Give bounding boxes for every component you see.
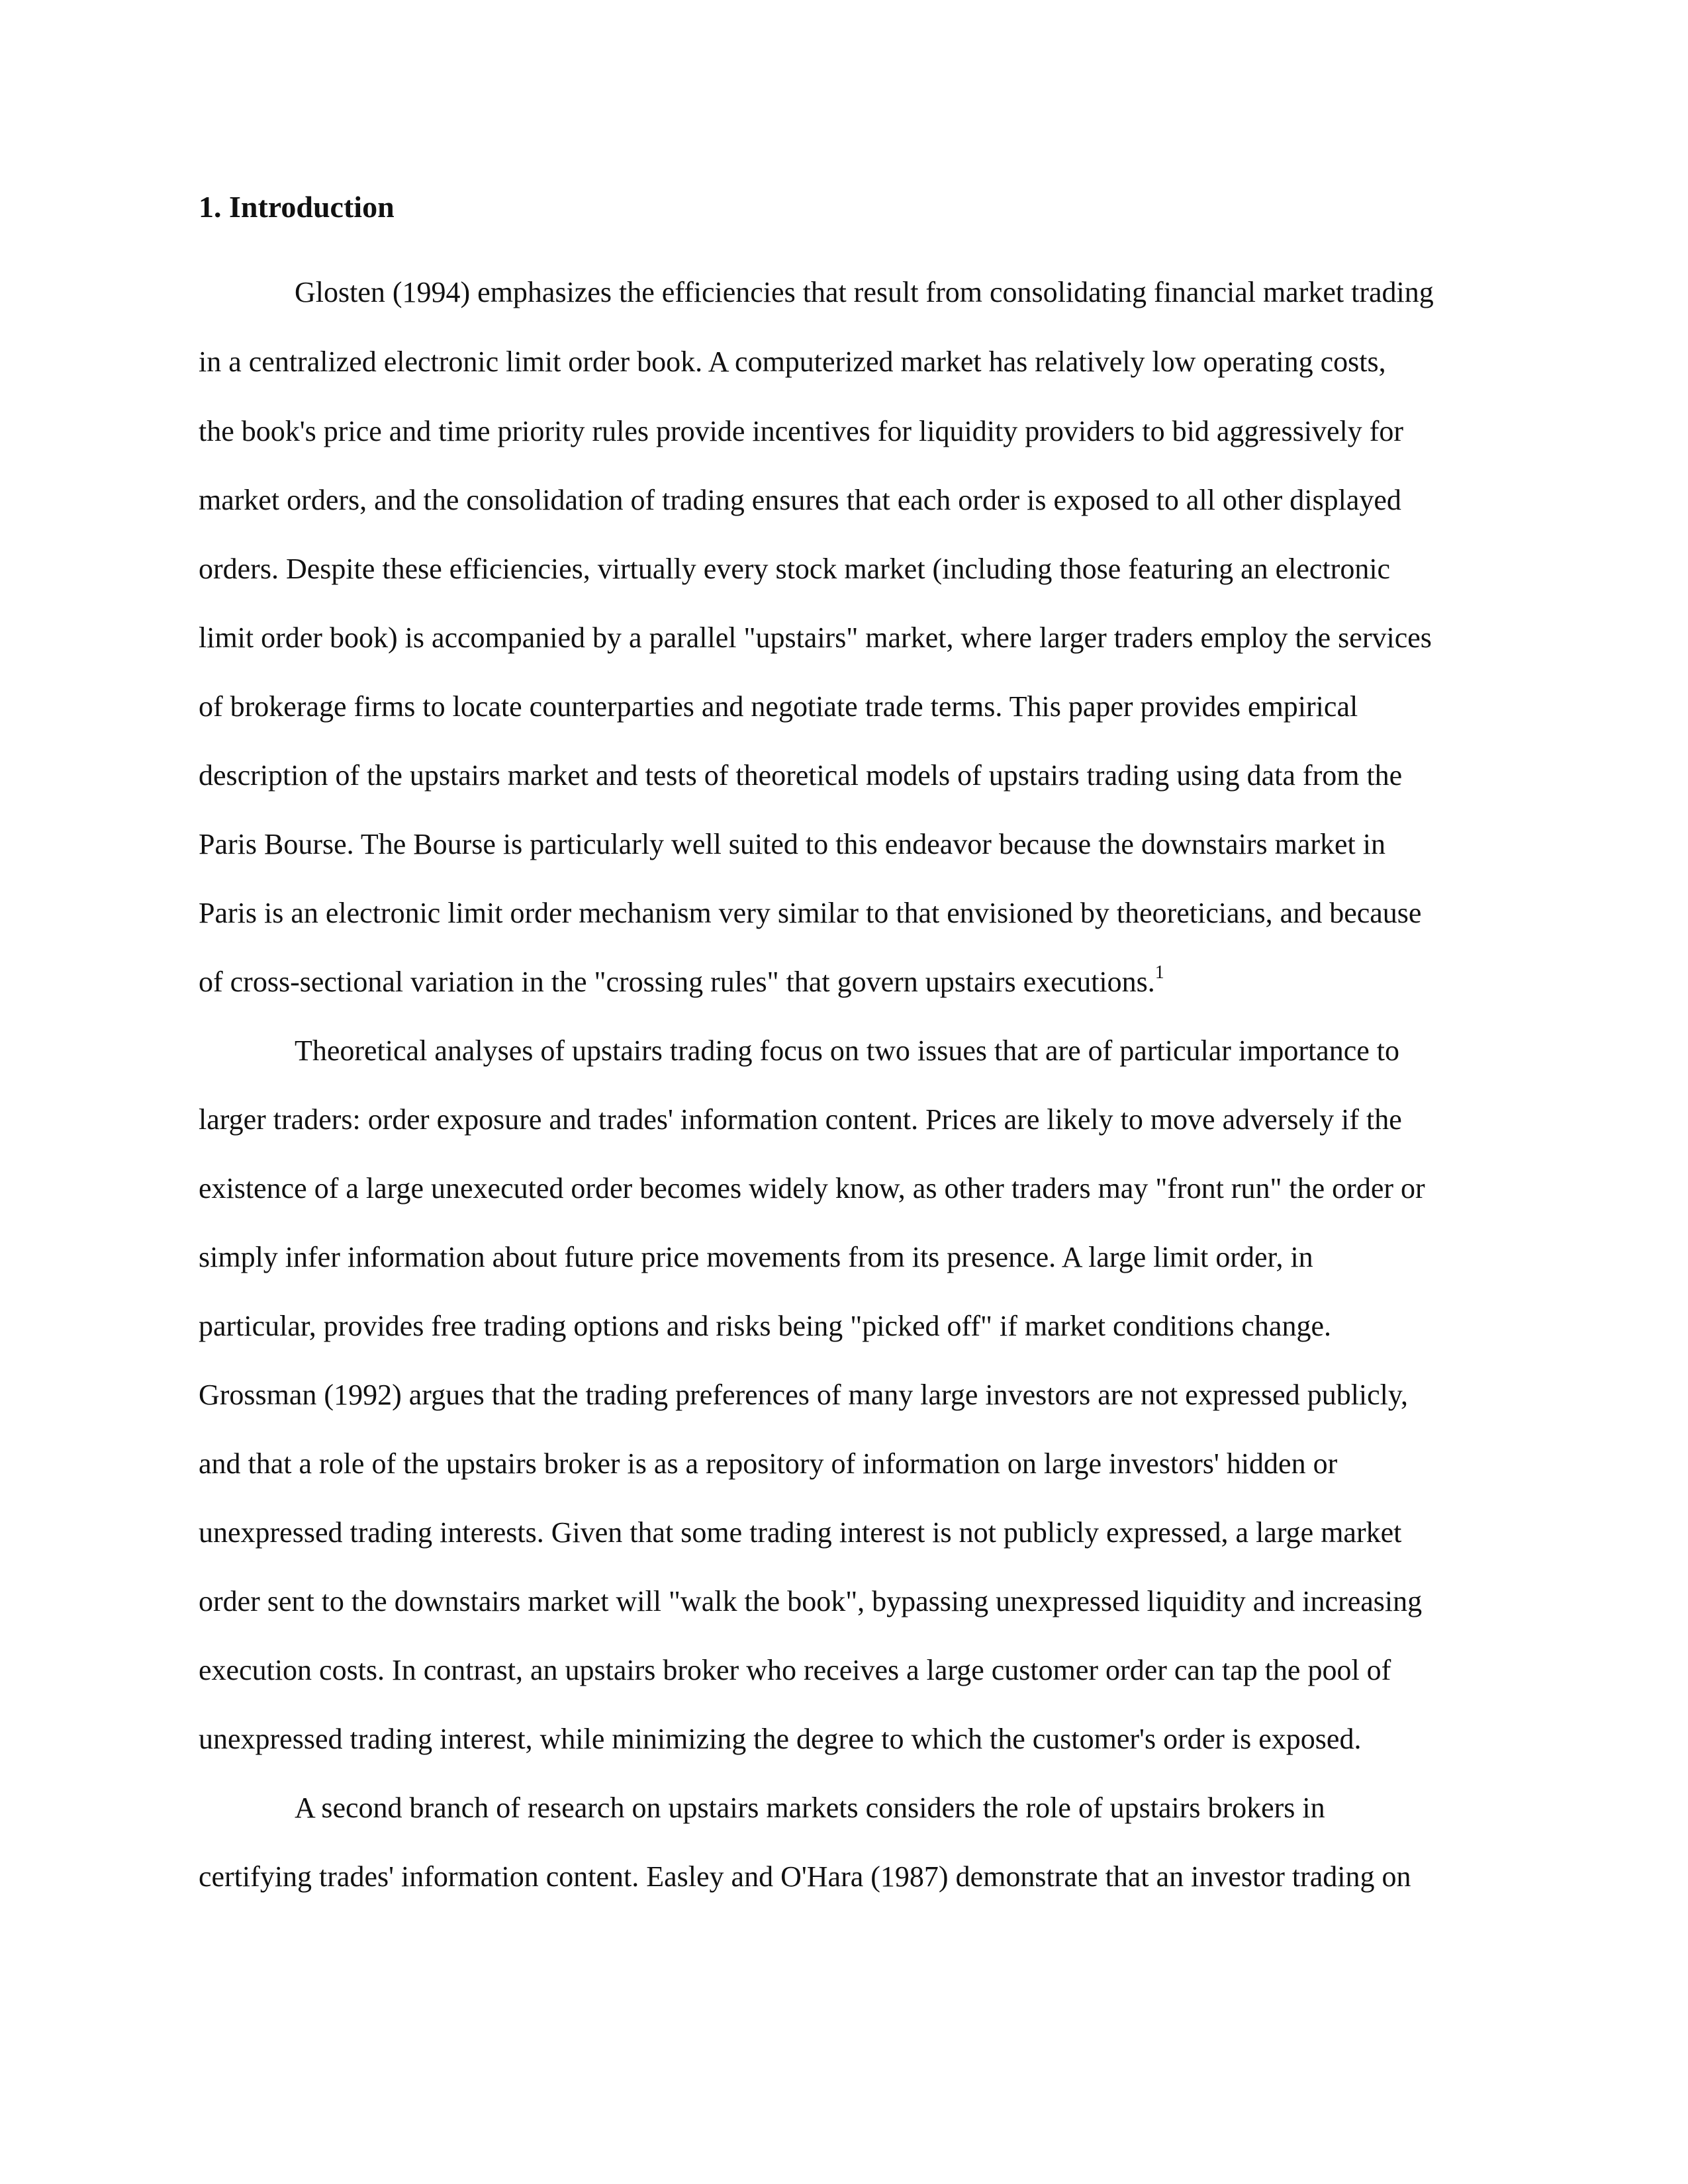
body-line: Glosten (1994) emphasizes the efficiencies that result from consolidating financial market trading	[295, 276, 1434, 308]
body-line: orders. Despite these efficiencies, virtually every stock market (including those featuring an electronic	[199, 553, 1391, 585]
footnote-marker: 1	[1154, 962, 1164, 983]
body-line: unexpressed trading interests. Given that some trading interest is not publicly expressed, a large market	[199, 1516, 1402, 1549]
section-heading: 1. Introduction	[199, 190, 395, 224]
body-line: certifying trades' information content. Easley and O'Hara (1987) demonstrate that an investor trading on	[199, 1860, 1411, 1893]
body-line: limit order book) is accompanied by a parallel "upstairs" market, where larger traders employ the services	[199, 621, 1432, 654]
body-line: larger traders: order exposure and trades' information content. Prices are likely to move adversely if the	[199, 1103, 1402, 1136]
body-line-with-footnote	[199, 962, 1164, 998]
body-line: market orders, and the consolidation of trading ensures that each order is exposed to all other displayed	[199, 484, 1401, 516]
body-line: the book's price and time priority rules provide incentives for liquidity providers to bid aggressively for	[199, 415, 1404, 447]
body-line: Paris Bourse. The Bourse is particularly well suited to this endeavor because the downstairs market in	[199, 828, 1385, 860]
body-line: order sent to the downstairs market will "walk the book", bypassing unexpressed liquidity and increasing	[199, 1585, 1423, 1617]
body-line: simply infer information about future price movements from its presence. A large limit order, in	[199, 1241, 1313, 1273]
body-line: Paris is an electronic limit order mechanism very similar to that envisioned by theoreticians, and because	[199, 897, 1422, 929]
body-line: existence of a large unexecuted order becomes widely know, as other traders may "front run" the order or	[199, 1172, 1425, 1205]
body-line-text: of cross-sectional variation in the "crossing rules" that govern upstairs executions.	[199, 966, 1155, 998]
body-line: and that a role of the upstairs broker is as a repository of information on large investors' hidden or	[199, 1447, 1338, 1480]
body-line: of brokerage firms to locate counterparties and negotiate trade terms. This paper provides empirical	[199, 690, 1358, 723]
body-line: A second branch of research on upstairs markets considers the role of upstairs brokers in	[295, 1792, 1325, 1824]
body-line: in a centralized electronic limit order book. A computerized market has relatively low operating costs,	[199, 345, 1386, 378]
body-line: Theoretical analyses of upstairs trading focus on two issues that are of particular importance to	[295, 1034, 1400, 1067]
body-line: particular, provides free trading options and risks being "picked off" if market conditions change.	[199, 1310, 1331, 1342]
body-line: execution costs. In contrast, an upstairs broker who receives a large customer order can tap the pool of	[199, 1654, 1391, 1686]
body-line: Grossman (1992) argues that the trading preferences of many large investors are not expressed publicly,	[199, 1379, 1409, 1411]
body-line: unexpressed trading interest, while minimizing the degree to which the customer's order is exposed.	[199, 1723, 1362, 1755]
body-line: description of the upstairs market and tests of theoretical models of upstairs trading using data from the	[199, 759, 1403, 792]
